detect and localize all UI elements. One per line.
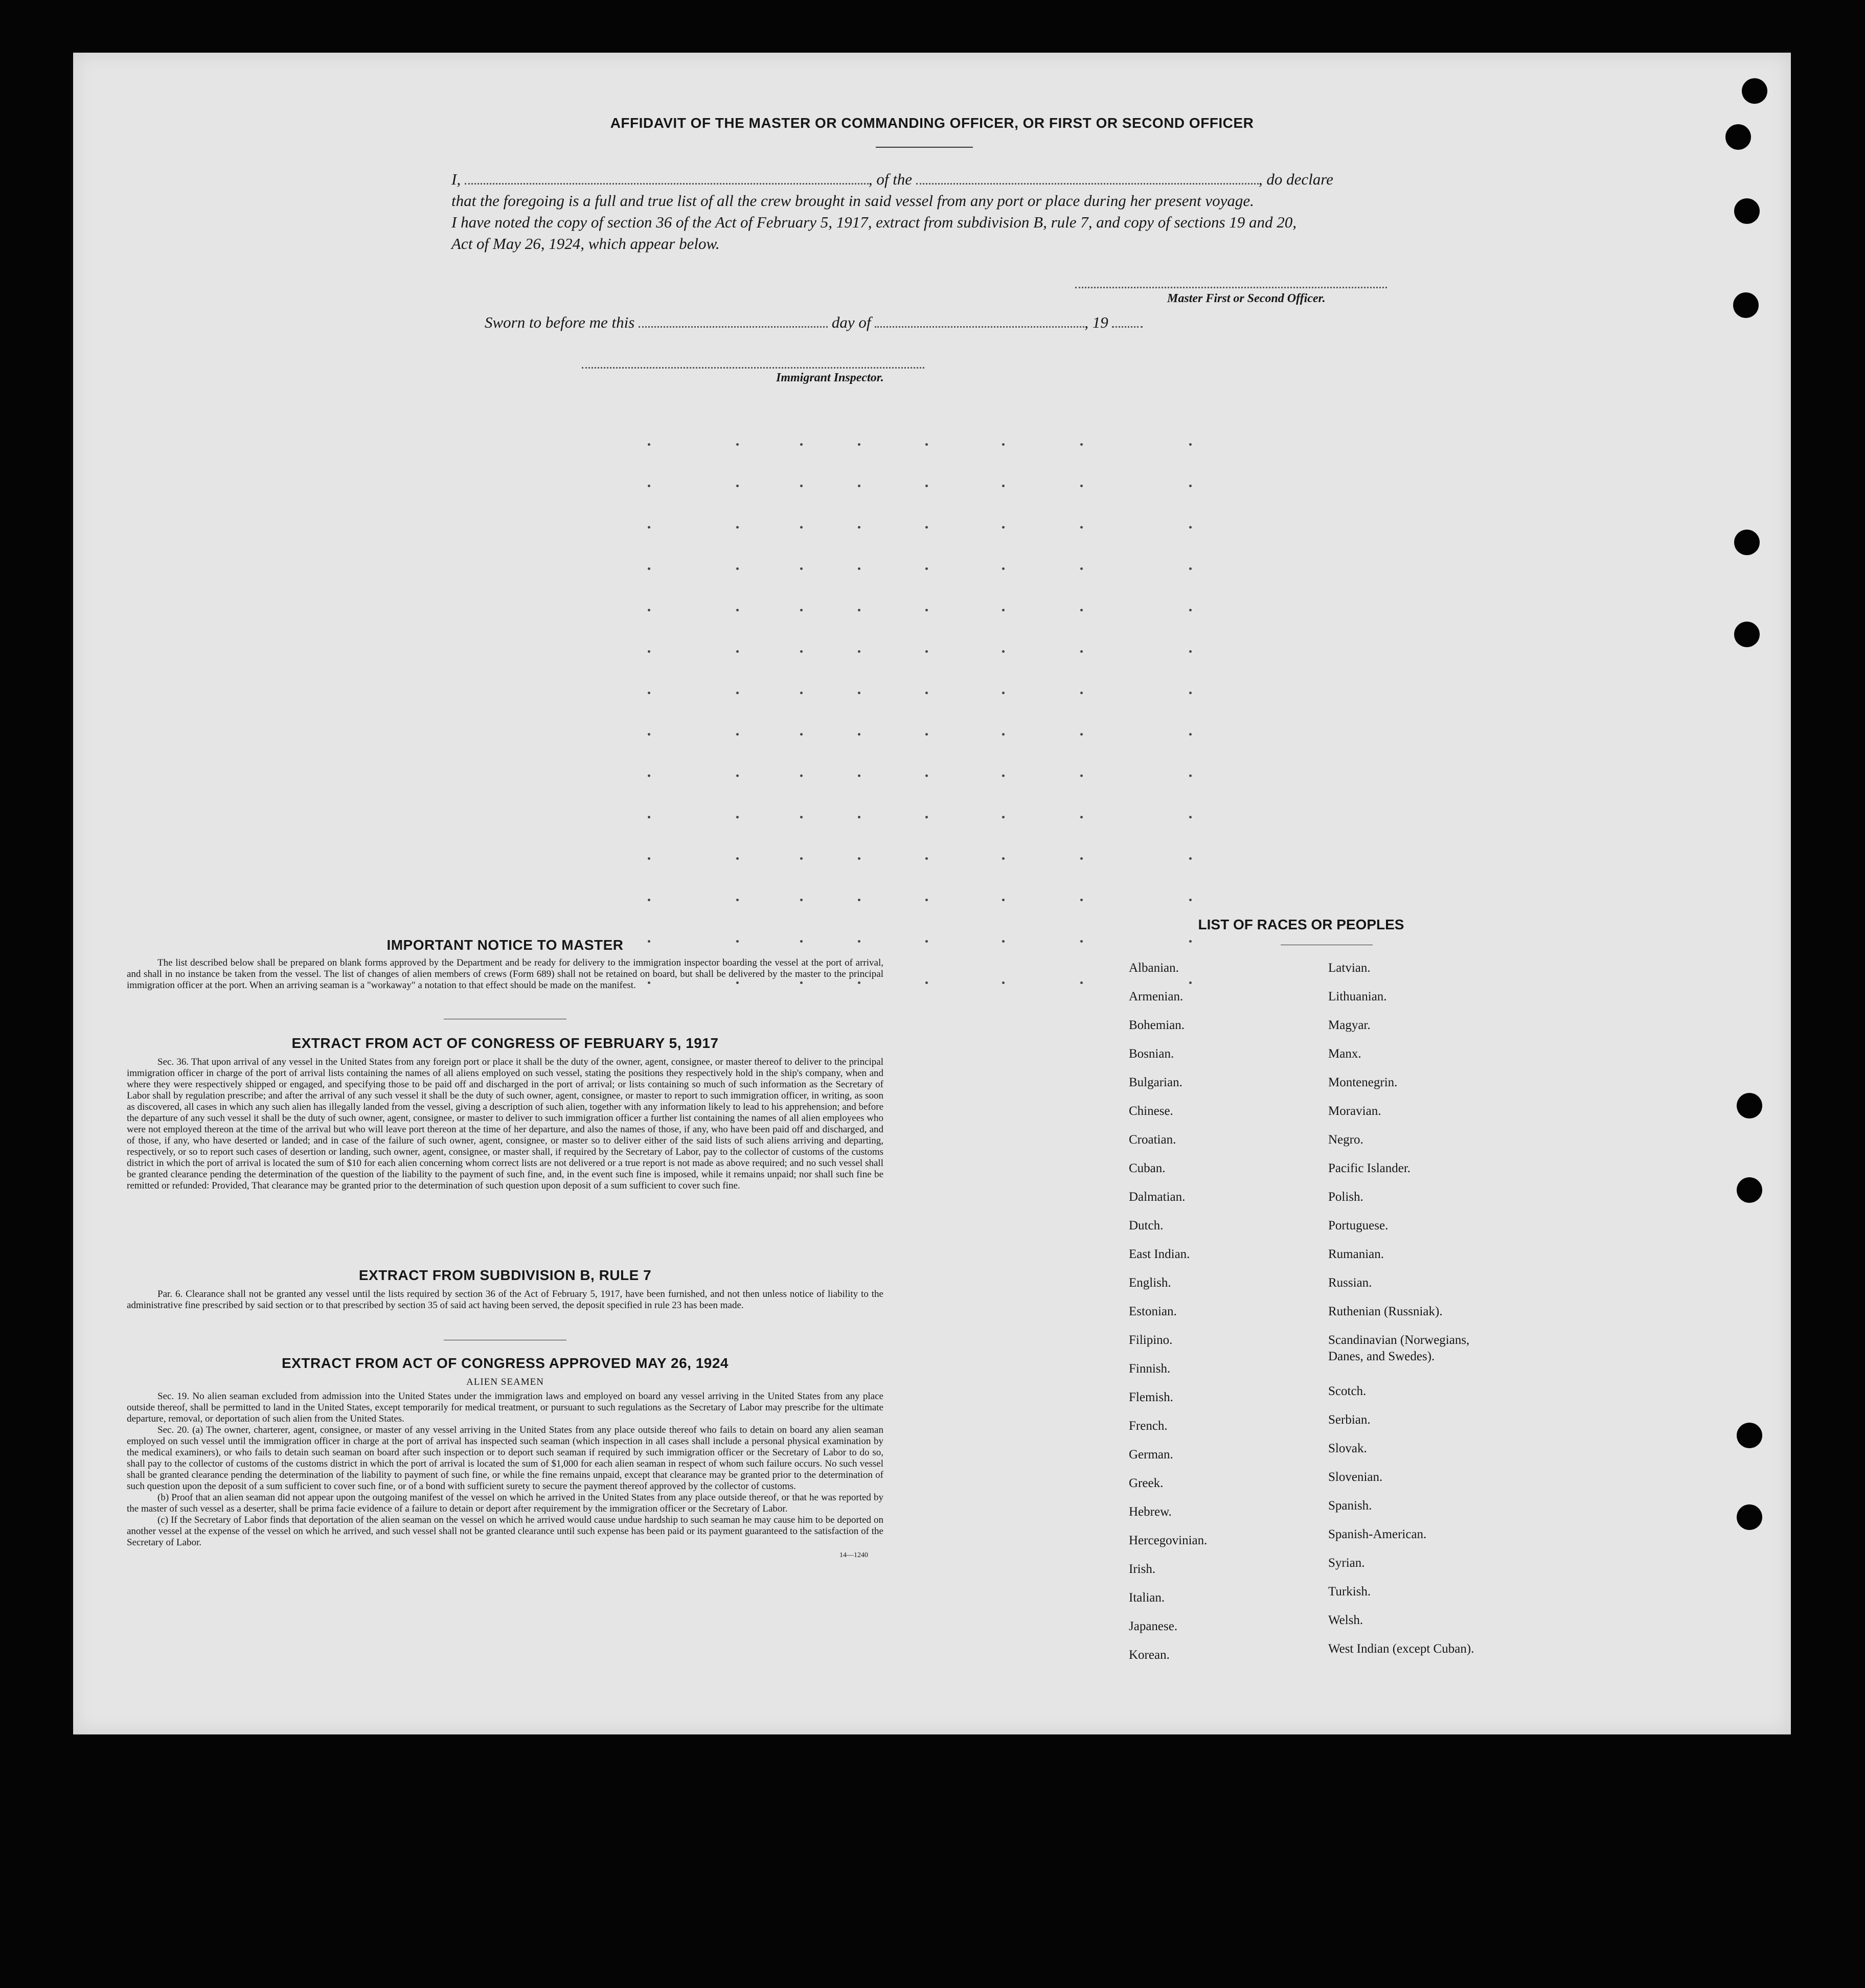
guide-dot [800,733,803,736]
guide-dot [1189,692,1192,694]
guide-dot [858,609,860,611]
guide-dot [736,567,739,570]
inspector-signature-line[interactable] [582,367,924,369]
guide-dot [736,816,739,818]
sec-20a-text: Sec. 20. (a) The owner, charterer, agent, consignee, or master of any vessel arriving in the United States from any place outside thereof who fails to detain on board any alien seaman employed on such vessel until the immigration officer in charge at the port of arrival has inspected such seaman (which inspection in all cases shall include a personal physical examination by the medical examiners), or who fails to detain such seaman on board after such inspection or to deport such seaman if required by such immigration officer or the Secretary of Labor to do so, shall pay to the collector of customs of the customs district in which the port of arrival is located the sum of $1,000 for each alien seaman in respect of whom such failure occurs. No such vessel shall be granted clearance pending the determination of the liability to payment of such fine, or while the fine remains unpaid, except that clearance may be granted prior to the determination of such question upon the deposit of a sum sufficient to cover such fine, or of a bond with sufficient surety to secure the payment thereof approved by the collector of customs. [127,1425,883,1492]
guide-dot [648,650,650,653]
guide-dot [858,733,860,736]
binder-hole [1737,1504,1762,1530]
race-item: Finnish. [1129,1362,1171,1376]
guide-dot [1189,733,1192,736]
binder-hole [1737,1093,1762,1118]
race-item: Russian. [1328,1276,1372,1290]
race-item: Croatian. [1129,1133,1176,1147]
guide-dot [858,650,860,653]
sec-20c-text: (c) If the Secretary of Labor finds that deportation of the alien seaman on the vessel on which he arrived would cause undue hardship to such seaman he may cause him to be deported on another vessel at the expense of the vessel on which he arrived, and such vessel shall not be granted clearance until such expense has been paid or its payment guaranteed to the satisfaction of the Secretary of Labor. [127,1515,883,1548]
guide-dot [925,774,928,777]
guide-dot [858,485,860,487]
guide-dot [1080,774,1083,777]
binder-hole [1734,198,1760,224]
guide-dot [1080,485,1083,487]
declaration-line-3: I have noted the copy of section 36 of the Act of February 5, 1917, extract from subdivision B, rule 7, and copy of sections 19 and 20, [451,213,1297,231]
race-item: Albanian. [1129,961,1179,975]
sec-20b-text: (b) Proof that an alien seaman did not appear upon the outgoing manifest of the vessel on which he arrived in the United States from any place outside thereof, or that he was reported by the master of such vessel as a deserter, shall be prima facie evidence of a failure to detain or deport after requirement by the immigration officer or the Secretary of Labor. [127,1492,883,1514]
guide-dot [800,567,803,570]
binder-hole [1734,622,1760,647]
guide-dot [1080,650,1083,653]
guide-dot [1002,733,1005,736]
guide-dot [736,857,739,860]
guide-dot [858,774,860,777]
guide-dot [1002,526,1005,529]
race-item: Armenian. [1129,990,1184,1003]
sworn-day-blank[interactable] [639,326,828,328]
race-item: Rumanian. [1328,1247,1384,1261]
race-item: Bosnian. [1129,1047,1174,1061]
guide-dot [1002,443,1005,446]
guide-dot [800,857,803,860]
race-item: Montenegrin. [1328,1076,1398,1089]
extract-1924-title: EXTRACT FROM ACT OF CONGRESS APPROVED MAY 26, 1924 [282,1355,729,1371]
title-divider [876,147,973,148]
guide-dot [925,940,928,943]
guide-dot [1080,816,1083,818]
guide-dot [800,774,803,777]
guide-dot [800,816,803,818]
guide-dot [1002,774,1005,777]
race-item: West Indian (except Cuban). [1328,1642,1474,1656]
declarant-name-blank[interactable] [465,182,869,185]
race-item: Scotch. [1328,1384,1367,1398]
guide-dot [1189,567,1192,570]
race-item: Pacific Islander. [1328,1161,1411,1175]
guide-dot [925,609,928,611]
guide-dot [858,567,860,570]
race-item: Estonian. [1129,1305,1177,1318]
race-item: Negro. [1328,1133,1363,1147]
race-item: Bohemian. [1129,1018,1185,1032]
guide-dot [925,899,928,901]
guide-dot [925,650,928,653]
guide-dot [1189,526,1192,529]
guide-dot [800,526,803,529]
race-item: Syrian. [1328,1556,1365,1570]
race-item: Japanese. [1129,1619,1178,1633]
race-item: Spanish. [1328,1499,1372,1513]
guide-dot [1080,567,1083,570]
guide-dot [736,609,739,611]
guide-dot [648,899,650,901]
race-item: Slovak. [1328,1442,1367,1455]
notice-title: IMPORTANT NOTICE TO MASTER [386,937,624,953]
race-item: Magyar. [1328,1018,1371,1032]
guide-dot [1080,940,1083,943]
guide-dot [925,857,928,860]
sec-19-text: Sec. 19. No alien seaman excluded from admission into the United States under the immigration laws and employed on board any vessel arriving in the United States from any place outside thereof, shall be permitted to land in the United States, except temporarily for medical treatment, or pursuant to such regulations as the Secretary of Labor may prescribe for the ultimate departure, removal, or deportation of such alien from the United States. [127,1391,883,1424]
guide-dot [858,816,860,818]
guide-dot [1002,940,1005,943]
guide-dot [1189,650,1192,653]
sworn-text: Sworn to before me this [485,313,635,331]
race-item: Portuguese. [1328,1219,1389,1232]
rule-7-title: EXTRACT FROM SUBDIVISION B, RULE 7 [358,1267,652,1283]
guide-dot [1002,567,1005,570]
binder-hole [1725,124,1751,150]
extract-1924-section [127,1355,883,1560]
declaration-line-4: Act of May 26, 1924, which appear below. [451,235,720,253]
guide-dot [1002,485,1005,487]
sworn-day-of: day of [831,313,871,331]
affidavit-title: AFFIDAVIT OF THE MASTER OR COMMANDING OFFICER, OR FIRST OR SECOND OFFICER [610,115,1254,131]
guide-dot [1080,692,1083,694]
extract-1917-title: EXTRACT FROM ACT OF CONGRESS OF FEBRUARY 5, 1917 [291,1035,719,1051]
guide-dot [858,857,860,860]
race-item: Welsh. [1328,1613,1363,1627]
guide-dot [1189,981,1192,984]
guide-dot [1002,650,1005,653]
guide-dot [1002,609,1005,611]
race-item: Flemish. [1129,1390,1173,1404]
race-item: Slovenian. [1328,1470,1383,1484]
guide-dot [648,443,650,446]
guide-dot [1080,899,1083,901]
guide-dot [1189,857,1192,860]
race-item: Cuban. [1129,1161,1166,1175]
sworn-line [485,313,1252,332]
guide-dot [925,692,928,694]
race-item: Latvian. [1328,961,1371,975]
guide-dot [736,899,739,901]
guide-dot [858,443,860,446]
race-item: German. [1129,1448,1173,1461]
guide-dot [925,816,928,818]
race-item: East Indian. [1129,1247,1190,1261]
race-item: Korean. [1129,1648,1170,1662]
guide-dot [925,443,928,446]
race-item: Turkish. [1328,1585,1371,1598]
guide-dot [1189,899,1192,901]
inspector-caption: Immigrant Inspector. [776,371,884,384]
guide-dot [800,609,803,611]
race-item: Chinese. [1129,1104,1173,1118]
guide-dot [800,485,803,487]
binder-hole [1734,530,1760,555]
guide-dot [1189,609,1192,611]
race-item: Dutch. [1129,1219,1164,1232]
guide-dot [1080,443,1083,446]
guide-dot [648,816,650,818]
race-item: Dalmatian. [1129,1190,1186,1204]
form-number: 14—1240 [839,1551,868,1559]
guide-dot [925,485,928,487]
guide-dot [1189,940,1192,943]
guide-dot [1189,774,1192,777]
guide-dot [648,609,650,611]
guide-dot [648,567,650,570]
race-item: Irish. [1129,1562,1156,1576]
guide-dot [1189,485,1192,487]
binder-hole [1737,1177,1762,1203]
guide-dot [1002,816,1005,818]
guide-dot [800,692,803,694]
guide-dot [800,443,803,446]
sworn-month-blank[interactable] [875,326,1084,328]
guide-dot [1002,692,1005,694]
guide-dot [648,692,650,694]
guide-dot [736,526,739,529]
binder-hole [1742,78,1767,104]
race-item: Filipino. [1129,1333,1173,1347]
binder-hole [1733,292,1759,318]
guide-dot [1080,609,1083,611]
extract-1917-section [127,1035,883,1192]
notice-body: The list described below shall be prepared on blank forms approved by the Department and be ready for delivery to the immigration inspector boarding the vessel at the port of arrival, and shall in no instance be taken from the vessel. The list of changes of alien members of crews (Form 689) shall not be retained on board, but shall be delivered by the master to the principal immigration officer at the port. When an arriving seaman is a "workaway" a notation to that effect should be made on the manifest. [127,957,883,991]
guide-dot [648,774,650,777]
race-item: Moravian. [1328,1104,1381,1118]
guide-dot [1080,733,1083,736]
guide-dot [648,526,650,529]
guide-dot [736,650,739,653]
guide-dot [925,526,928,529]
guide-dot [736,485,739,487]
guide-dot [858,526,860,529]
declaration-i: I, [451,170,461,188]
guide-dot [648,485,650,487]
guide-dot [1080,526,1083,529]
race-item: Italian. [1129,1591,1165,1605]
guide-dot [736,733,739,736]
race-item: Serbian. [1328,1413,1371,1427]
guide-dot [736,692,739,694]
rule-7-section [127,1267,883,1311]
guide-dot [1002,857,1005,860]
important-notice-section [127,937,883,991]
race-item: Spanish-American. [1328,1527,1427,1541]
vessel-name-blank[interactable] [916,182,1259,185]
declaration-line-2: that the foregoing is a full and true list of all the crew brought in said vessel from any port or place during her present voyage. [451,192,1254,210]
sworn-year-blank[interactable] [1112,326,1143,328]
races-title: LIST OF RACES OR PEOPLES [1198,917,1404,932]
race-item: Scandinavian (Norwegians, [1328,1333,1470,1347]
sworn-year-prefix: , 19 [1084,313,1108,331]
race-item: Greek. [1129,1476,1164,1490]
guide-dot [648,857,650,860]
master-caption: Master First or Second Officer. [1167,292,1326,305]
guide-dot [925,981,928,984]
race-item: English. [1129,1276,1171,1290]
race-item: Danes, and Swedes). [1328,1350,1435,1363]
rule-7-body: Par. 6. Clearance shall not be granted any vessel until the lists required by section 36 of the Act of February 5, 1917, have been furnished, and not then unless notice of liability to the administrative fine prescribed by said section or to that prescribed by section 35 of said act having been served, the deposit specified in rule 23 has been made. [127,1289,883,1311]
binder-hole [1737,1423,1762,1448]
guide-dot [1189,816,1192,818]
declaration-of-the: , of the [868,170,913,188]
guide-dot [648,733,650,736]
declaration-do-declare: , do declare [1258,170,1333,188]
guide-dot [736,443,739,446]
race-item: Hebrew. [1129,1505,1172,1519]
guide-dot [858,899,860,901]
race-item: Lithuanian. [1328,990,1387,1003]
guide-dot [1080,981,1083,984]
guide-dot [736,774,739,777]
race-item: Hercegovinian. [1129,1534,1208,1547]
guide-dot [1002,981,1005,984]
race-item: Ruthenian (Russniak). [1328,1305,1443,1318]
race-item: Polish. [1328,1190,1363,1204]
race-item: Manx. [1328,1047,1361,1061]
race-item: French. [1129,1419,1168,1433]
document-page [73,53,1791,1734]
alien-seamen-subtitle: ALIEN SEAMEN [466,1377,544,1387]
guide-dot [800,899,803,901]
guide-dot [1002,899,1005,901]
guide-dot [1189,443,1192,446]
master-signature-line[interactable] [1075,287,1387,288]
guide-dot [925,733,928,736]
guide-dot [800,650,803,653]
extract-1917-body: Sec. 36. That upon arrival of any vessel in the United States from any foreign port or place it shall be the duty of the owner, agent, consignee, or master thereof to deliver to the principal immigration officer in charge of the port of arrival lists containing the names of all aliens employed on such vessel, stating the positions they respectively hold in the ship's company, when and where they were respectively shipped or engaged, and specifying those to be paid off and discharged in the port of arrival; or lists containing so much of such information as the Secretary of Labor shall by regulation prescribe; and after the arrival of any such vessel it shall be the duty of such owner, agent, consignee, or master to report to such immigration officer, in writing, as soon as discovered, all cases in which any such alien has illegally landed from the vessel, giving a description of such alien, together with any information likely to lead to his apprehension; and before the departure of any such vessel it shall be the duty of such owner, agent, consignee, or master to deliver to such immigration officer a further list containing the names of all alien employees who were not employed thereon at the time of the arrival but who will leave port thereon at the time of her departure, and also the names of those, if any, who have been paid off and discharged, and of those, if any, who have deserted or landed; and in case of the failure of such owner, agent, consignee, or master so to deliver either of the said lists of such aliens arriving and departing, respectively, or so to report such cases of desertion or landing, such owner, agent, consignee, or master shall, if required by the Secretary of Labor, pay to the collector of customs of the customs district in which the port of arrival is located the sum of $10 for each alien concerning whom correct lists are not delivered or a true report is not made as above required; and no such vessel shall be granted clearance pending the determination of the question of the liability to the payment of such fine, and, in the event such fine is imposed, while it remains unpaid; nor shall such fine be remitted or refunded: Provided, That clearance may be granted prior to the determination of such question upon deposit of a sum sufficient to cover such fine. [127,1057,883,1191]
race-item: Bulgarian. [1129,1076,1182,1089]
guide-dot [858,692,860,694]
guide-dot [1080,857,1083,860]
guide-dot [925,567,928,570]
declaration-line-1 [451,170,1484,189]
